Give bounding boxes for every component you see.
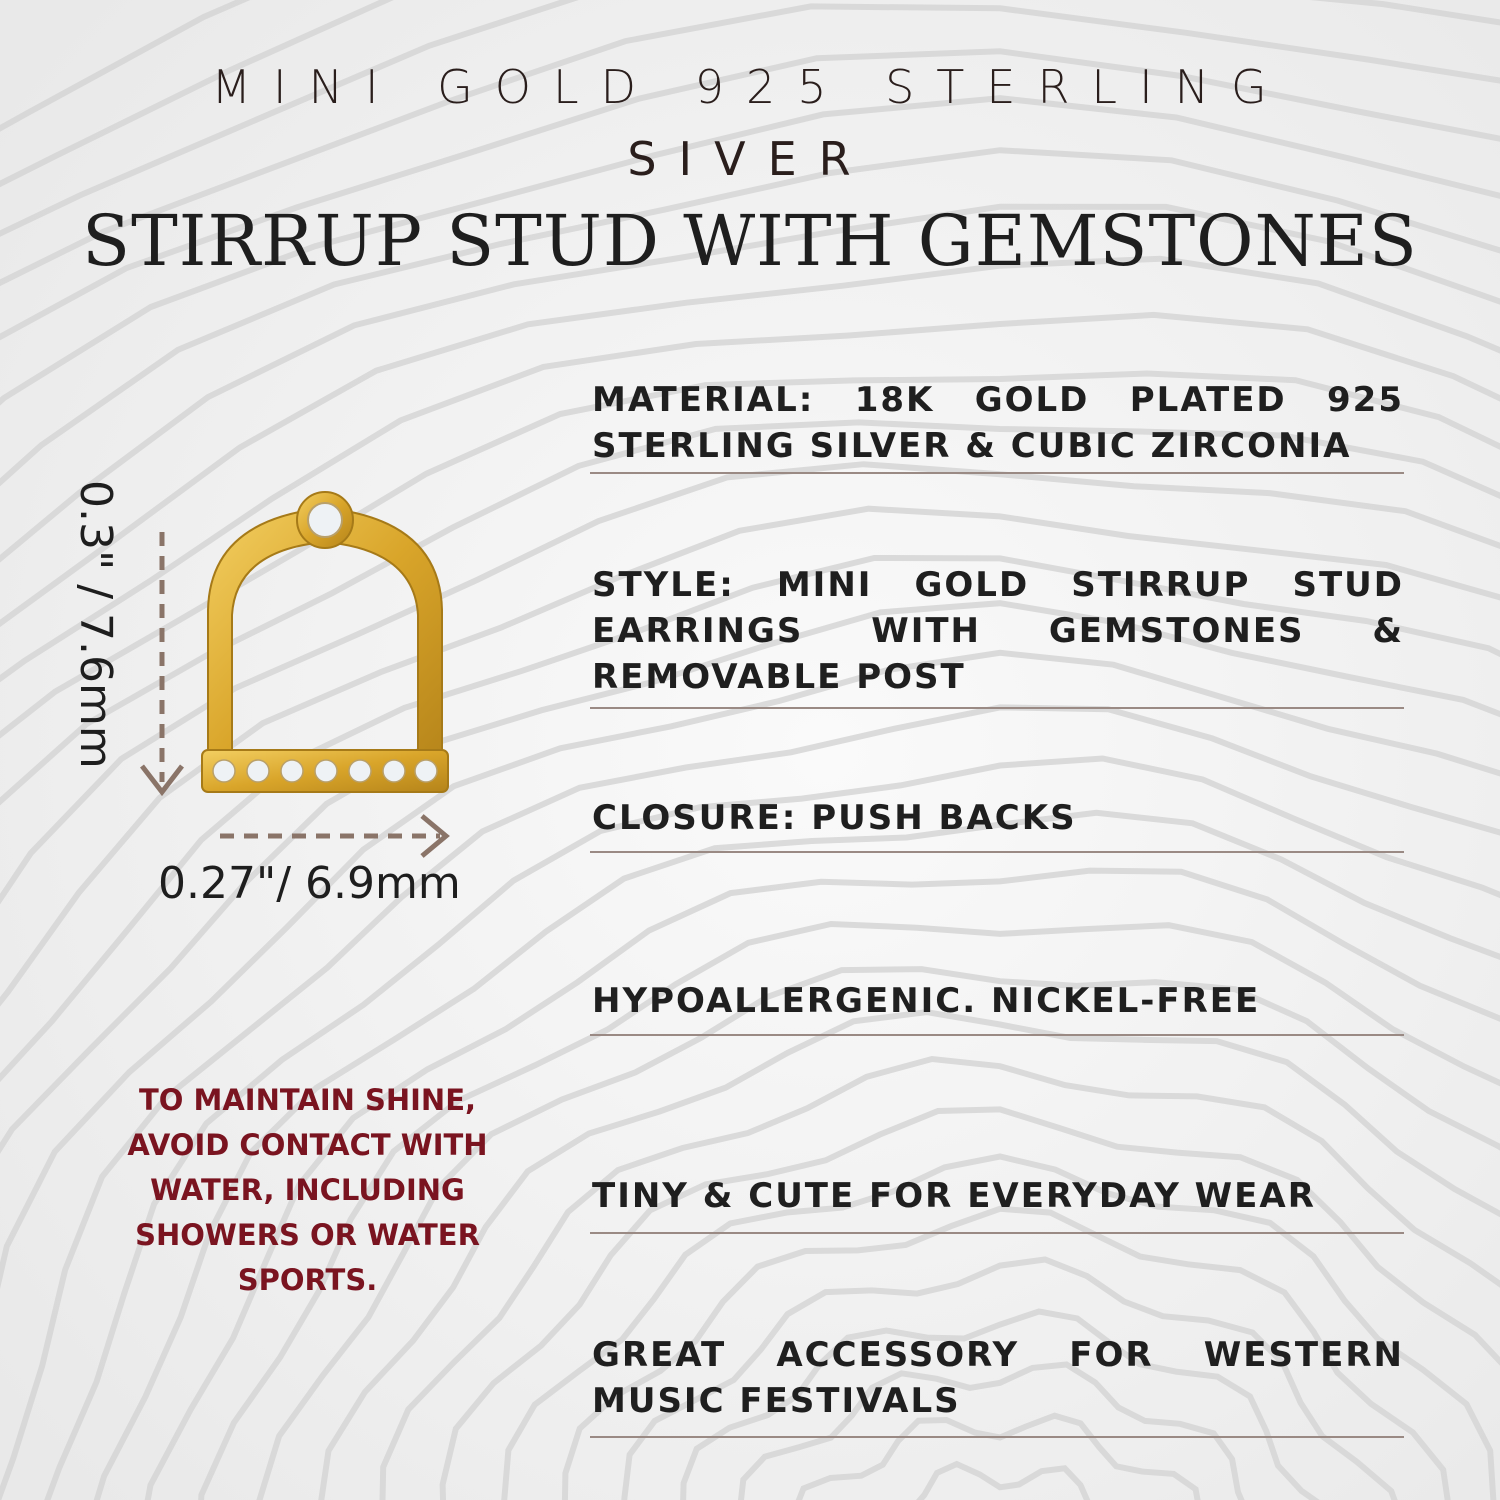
header-line-1: MINI GOLD 925 STERLING	[211, 60, 1289, 114]
feature-style: STYLE: MINI GOLD STIRRUP STUD EARRINGS WITH GEMSTONES & REMOVABLE POST	[592, 565, 1404, 697]
care-note: TO MAINTAIN SHINE, AVOID CONTACT WITH WATER, INCLUDING SHOWERS OR WATER SPORTS.	[127, 1083, 488, 1297]
feature-everyday: TINY & CUTE FOR EVERYDAY WEAR	[592, 1176, 1316, 1216]
feature-divider	[590, 1034, 1404, 1036]
width-dimension-label: 0.27"/ 6.9mm	[158, 858, 461, 909]
feature-divider	[590, 1436, 1404, 1438]
stirrup-earring-image	[180, 480, 470, 860]
header-line-2: SIVER	[627, 132, 873, 186]
feature-festivals: GREAT ACCESSORY FOR WESTERN MUSIC FESTIVALS	[592, 1335, 1404, 1421]
feature-divider	[590, 851, 1404, 853]
feature-closure: CLOSURE: PUSH BACKS	[592, 798, 1077, 838]
product-title: STIRRUP STUD WITH GEMSTONES	[82, 200, 1418, 282]
feature-divider	[590, 1232, 1404, 1234]
feature-divider	[590, 707, 1404, 709]
height-dimension-label: 0.3" / 7.6mm	[70, 480, 121, 769]
feature-hypoallergenic: HYPOALLERGENIC. NICKEL-FREE	[592, 981, 1261, 1021]
feature-divider	[590, 472, 1404, 474]
feature-material: MATERIAL: 18K GOLD PLATED 925 STERLING SILVER & CUBIC ZIRCONIA	[592, 380, 1404, 466]
